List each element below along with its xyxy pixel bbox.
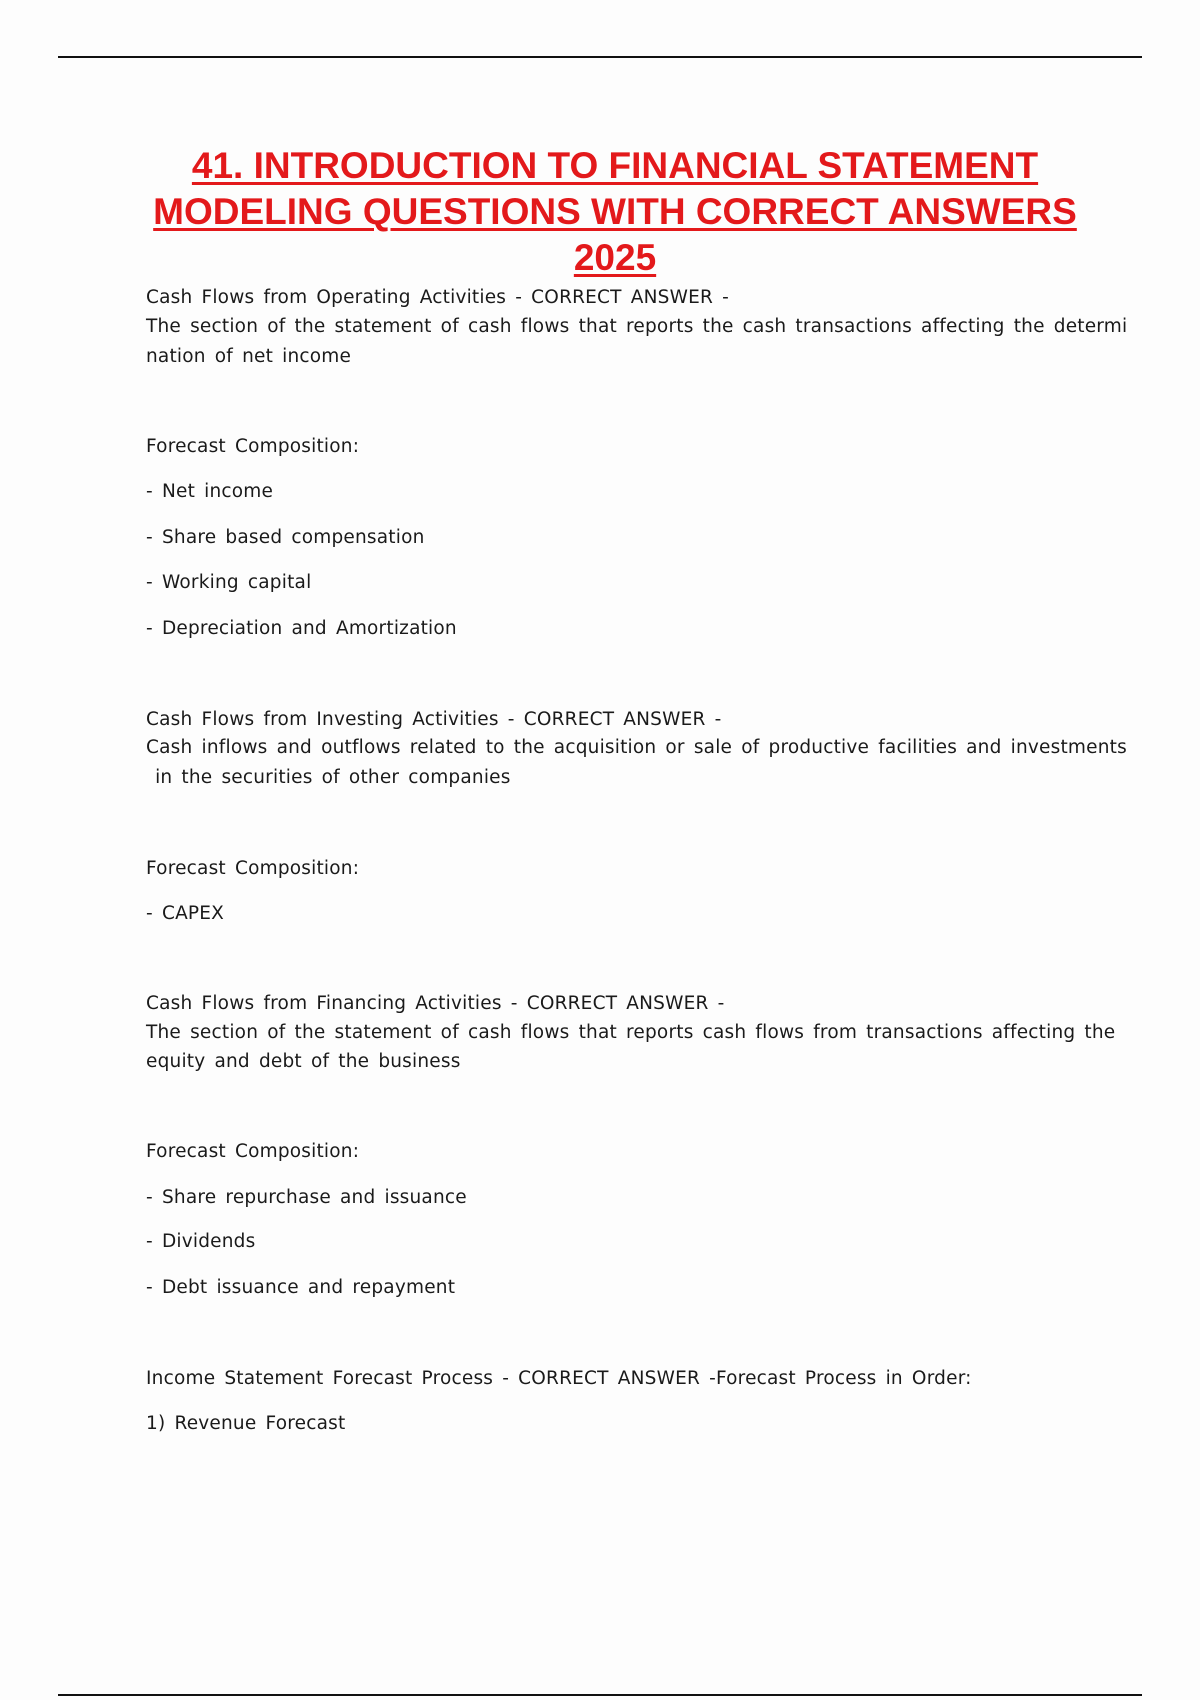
definition-operating-line1 (146, 316, 1128, 337)
list-item: - Share based compensation (146, 527, 425, 548)
section-heading-operating: Cash Flows from Operating Activities - CORRECT ANSWER - (146, 287, 729, 308)
definition-operating-text1: The section of the statement of cash flows that reports the cash transactions affecting the determi (146, 316, 1128, 337)
list-item: - Net income (146, 481, 274, 502)
document-title: 41. INTRODUCTION TO FINANCIAL STATEMENT MODELING QUESTIONS WITH CORRECT ANSWERS 2025 (153, 145, 1077, 278)
list-item: - CAPEX (146, 903, 225, 924)
section-heading-financing: Cash Flows from Financing Activities - CORRECT ANSWER - (146, 993, 725, 1014)
list-item: - Share repurchase and issuance (146, 1187, 467, 1208)
bottom-rule (58, 1694, 1142, 1696)
section-heading-investing: Cash Flows from Investing Activities - CORRECT ANSWER - (146, 709, 722, 730)
list-item: - Dividends (146, 1231, 256, 1252)
list-item: - Depreciation and Amortization (146, 618, 457, 639)
composition-label-operating: Forecast Composition: (146, 436, 360, 457)
definition-financing-line1: The section of the statement of cash flows that reports cash flows from transactions affecting the (146, 1022, 1116, 1043)
definition-investing-text1: Cash inflows and outflows related to the acquisition or sale of productive facilities and investments (146, 737, 1127, 758)
section-heading-income-statement: Income Statement Forecast Process - CORRECT ANSWER -Forecast Process in Order: (146, 1368, 972, 1389)
list-item: 1) Revenue Forecast (146, 1413, 346, 1434)
definition-financing-line2: equity and debt of the business (146, 1051, 461, 1072)
definition-operating-line2: nation of net income (146, 346, 352, 367)
definition-investing-line1 (146, 737, 1127, 758)
top-rule (58, 56, 1142, 58)
list-item: - Debt issuance and repayment (146, 1277, 456, 1298)
composition-label-financing: Forecast Composition: (146, 1141, 360, 1162)
composition-label-investing: Forecast Composition: (146, 858, 360, 879)
definition-investing-line2: in the securities of other companies (146, 767, 511, 788)
list-item: - Working capital (146, 572, 312, 593)
